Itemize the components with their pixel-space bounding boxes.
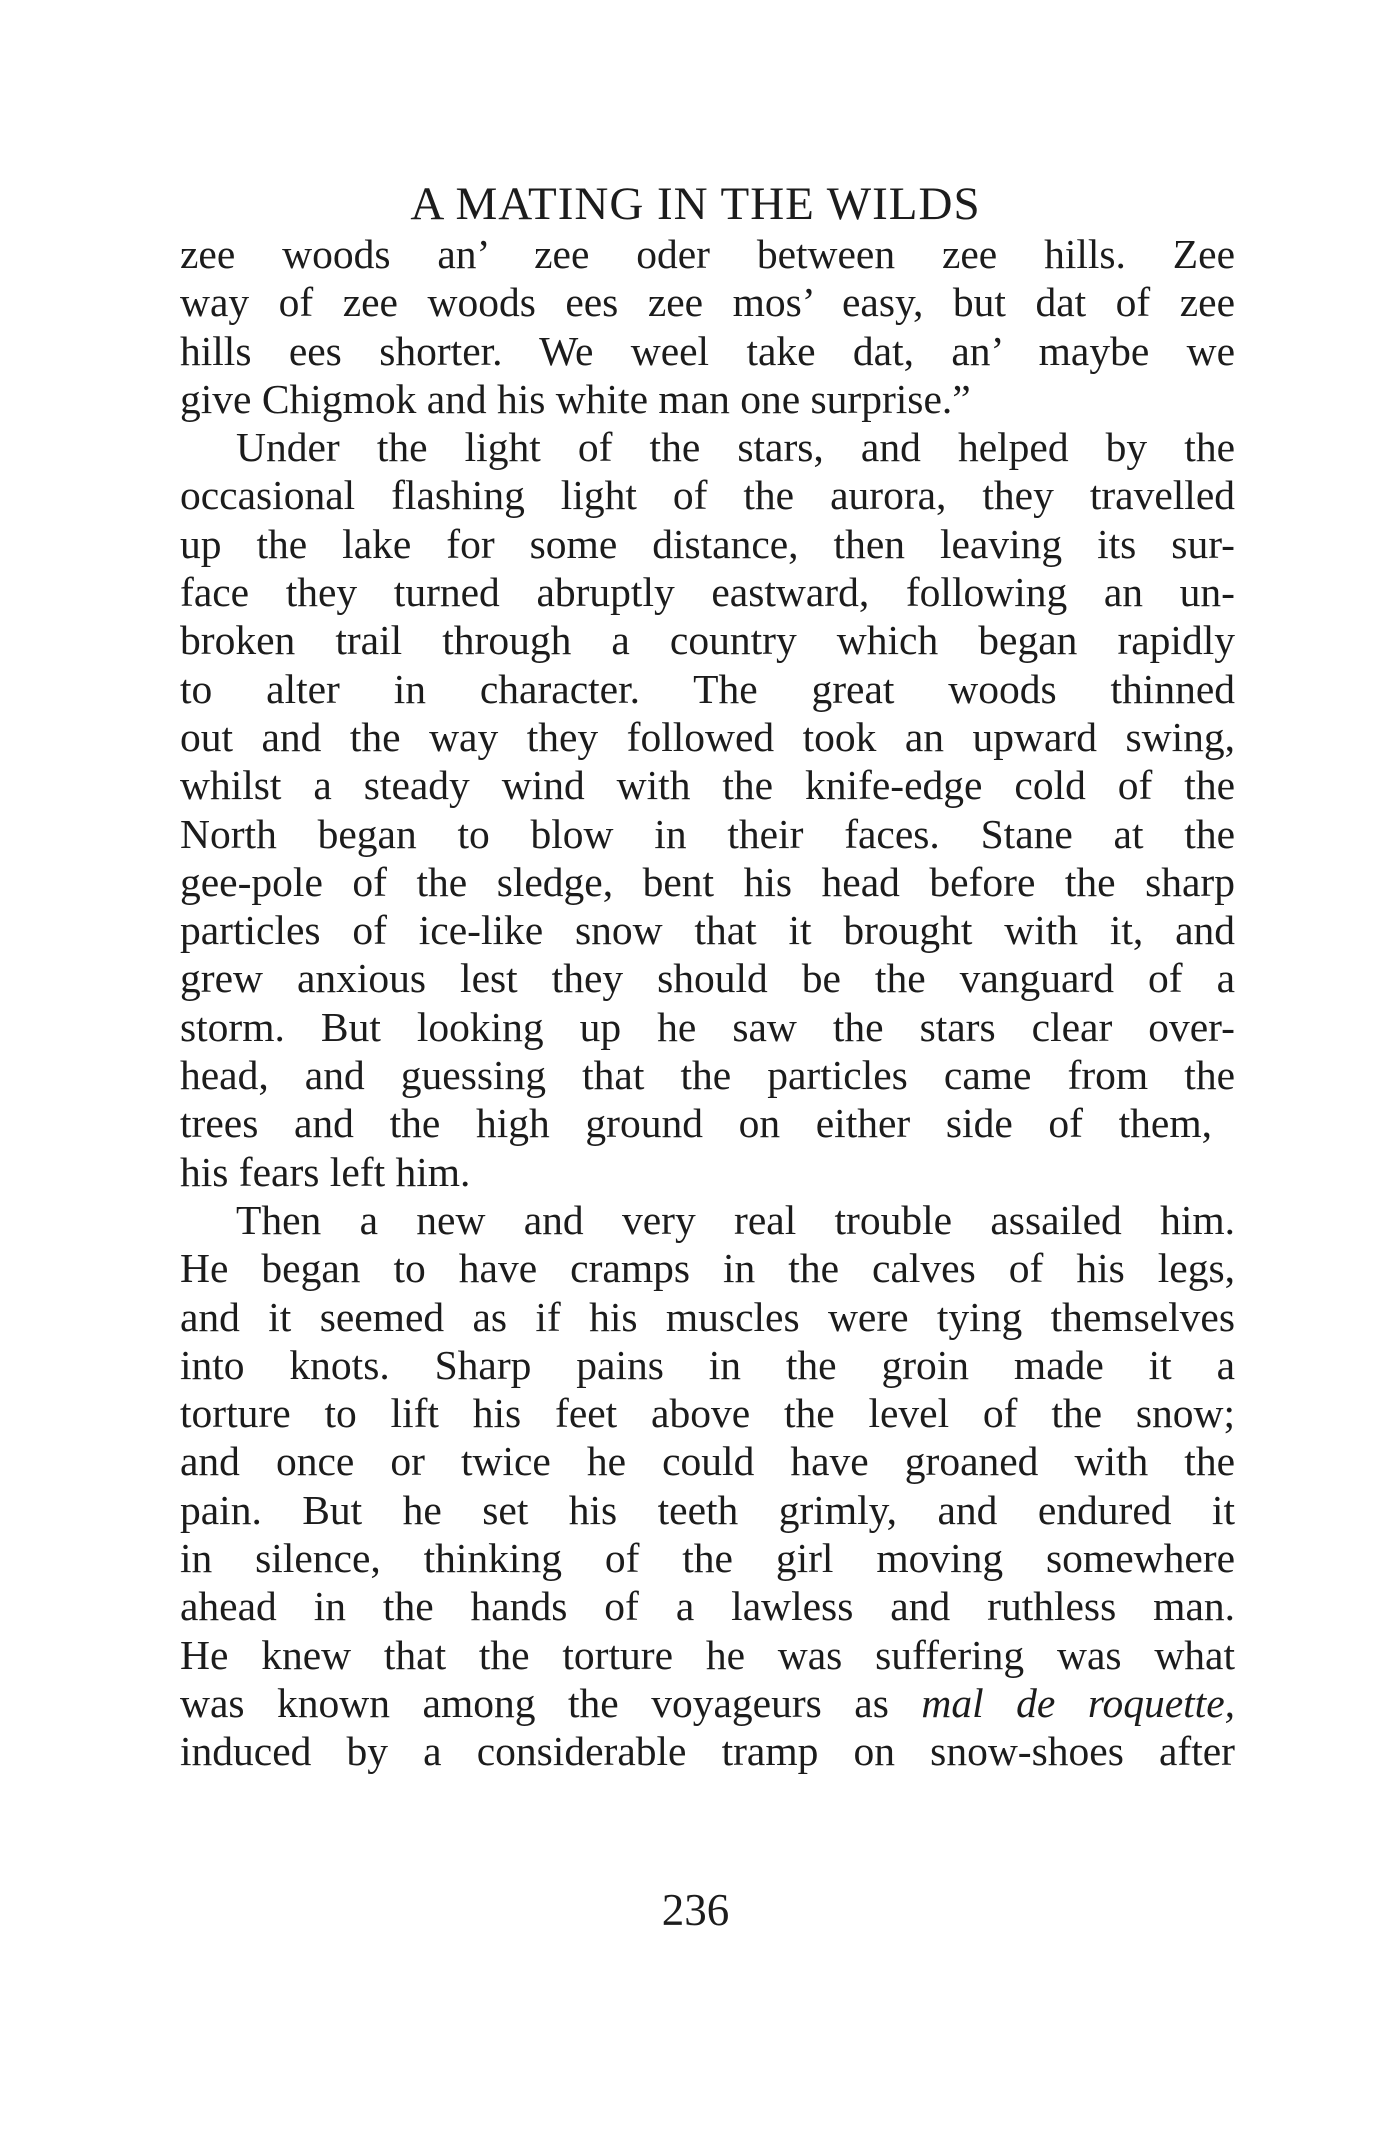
text-line: induced by a considerable tramp on snow-shoes after — [180, 1728, 1235, 1775]
text-line: hills ees shorter. We weel take dat, an’ maybe we — [180, 327, 1235, 374]
text-line: to alter in character. The great woods thinned — [180, 665, 1235, 712]
text-line: in silence, thinking of the girl moving somewhere — [180, 1535, 1235, 1582]
text-line: He began to have cramps in the calves of his legs, — [180, 1245, 1235, 1292]
body-text — [180, 230, 1235, 1776]
text-line: and once or twice he could have groaned with the — [180, 1438, 1235, 1485]
text-line: broken trail through a country which began rapidly — [180, 617, 1235, 664]
text-line: out and the way they followed took an upward swing, — [180, 713, 1235, 760]
text-line: grew anxious lest they should be the vanguard of a — [180, 955, 1235, 1002]
text-line: particles of ice-like snow that it brought with it, and — [180, 907, 1235, 954]
text-line: face they turned abruptly eastward, following an un- — [180, 569, 1235, 616]
text-line: into knots. Sharp pains in the groin made it a — [180, 1341, 1235, 1388]
text-line: gee-pole of the sledge, bent his head before the sharp — [180, 858, 1235, 905]
text-line: pain. But he set his teeth grimly, and endured it — [180, 1486, 1235, 1533]
text-line: whilst a steady wind with the knife-edge cold of the — [180, 762, 1235, 809]
text-line: up the lake for some distance, then leaving its sur- — [180, 520, 1235, 567]
text-segment: was known among the voyageurs as — [180, 1679, 922, 1726]
text-line: storm. But looking up he saw the stars clear over- — [180, 1003, 1235, 1050]
text-line: his fears left him. — [180, 1148, 471, 1195]
text-line: ahead in the hands of a lawless and ruthless man. — [180, 1583, 1235, 1630]
text-line: North began to blow in their faces. Stane at the — [180, 810, 1235, 857]
text-line: way of zee woods ees zee mos’ easy, but dat of zee — [180, 279, 1235, 326]
running-head: A MATING IN THE WILDS — [410, 178, 981, 230]
text-line: trees and the high ground on either side of them, — [180, 1100, 1212, 1147]
text-line: occasional flashing light of the aurora, they travelled — [180, 472, 1235, 519]
italic-phrase: mal de roquette, — [921, 1679, 1235, 1726]
paragraph-start-line: Then a new and very real trouble assailed him. — [236, 1196, 1235, 1243]
text-line: head, and guessing that the particles came from the — [180, 1052, 1235, 1099]
text-line: zee woods an’ zee oder between zee hills. Zee — [180, 231, 1235, 277]
text-line-with-italic — [180, 1679, 1235, 1727]
text-line: torture to lift his feet above the level of the snow; — [180, 1390, 1235, 1437]
paragraph-start-line: Under the light of the stars, and helped by the — [236, 424, 1235, 471]
text-line: and it seemed as if his muscles were tying themselves — [180, 1293, 1235, 1340]
page-number: 236 — [661, 1885, 730, 1935]
text-line: He knew that the torture he was suffering was what — [180, 1631, 1235, 1678]
text-line: give Chigmok and his white man one surprise.” — [180, 375, 971, 422]
